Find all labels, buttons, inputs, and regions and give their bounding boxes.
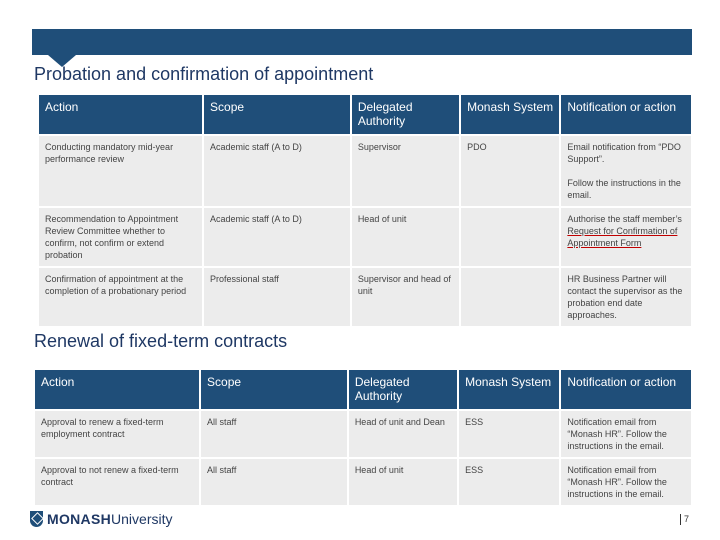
- table-row: [39, 208, 691, 266]
- cell-system: [461, 268, 559, 326]
- cell-notification: [561, 208, 691, 266]
- col-header-authority: Delegated Authority: [349, 370, 457, 409]
- monash-crest-icon: [30, 511, 43, 527]
- cell-scope: All staff: [201, 411, 347, 457]
- cell-scope: All staff: [201, 459, 347, 505]
- table-row: [39, 268, 691, 326]
- notification-text: Email notification from “PDO Support”.: [567, 142, 681, 164]
- table-row: [39, 136, 691, 206]
- cell-scope: Professional staff: [204, 268, 350, 326]
- cell-notification: Notification email from “Monash HR”. Follow the instructions in the email.: [561, 459, 691, 505]
- notification-text: Follow the instructions in the email.: [567, 178, 681, 200]
- table-header-row: [39, 95, 691, 134]
- col-header-action: Action: [35, 370, 199, 409]
- cell-action: Approval to renew a fixed-term employment contract: [35, 411, 199, 457]
- notification-text: Authorise the staff member’s: [567, 214, 682, 224]
- cell-notification: Notification email from “Monash HR”. Follow the instructions in the email.: [561, 411, 691, 457]
- cell-scope: Academic staff (A to D): [204, 208, 350, 266]
- cell-system: PDO: [461, 136, 559, 206]
- logo-wordmark-bold: MONASH: [47, 511, 112, 527]
- title-banner: [32, 29, 692, 55]
- cell-notification: HR Business Partner will contact the supervisor as the probation end date approaches.: [561, 268, 691, 326]
- confirmation-form-link[interactable]: Request for Confirmation of Appointment Form: [567, 226, 678, 248]
- cell-action: Approval to not renew a fixed-term contract: [35, 459, 199, 505]
- probation-table: [37, 93, 693, 328]
- cell-action: Confirmation of appointment at the completion of a probationary period: [39, 268, 202, 326]
- col-header-action: Action: [39, 95, 202, 134]
- cell-system: ESS: [459, 459, 559, 505]
- col-header-system: Monash System: [461, 95, 559, 134]
- logo-wordmark-light: University: [111, 511, 173, 527]
- table-row: [35, 459, 691, 505]
- cell-authority: Head of unit: [352, 208, 459, 266]
- cell-notification: [561, 136, 691, 206]
- cell-authority: Head of unit and Dean: [349, 411, 457, 457]
- monash-logo: [30, 510, 173, 528]
- cell-authority: Supervisor and head of unit: [352, 268, 459, 326]
- cell-scope: Academic staff (A to D): [204, 136, 350, 206]
- col-header-notification: Notification or action: [561, 95, 691, 134]
- cell-action: Conducting mandatory mid-year performance review: [39, 136, 202, 206]
- table-row: [35, 411, 691, 457]
- cell-authority: Head of unit: [349, 459, 457, 505]
- section-title-renewal: Renewal of fixed-term contracts: [34, 331, 288, 351]
- cell-system: ESS: [459, 411, 559, 457]
- table-header-row: [35, 370, 691, 409]
- page-number: 7: [680, 514, 689, 525]
- renewal-table: [33, 368, 693, 507]
- col-header-system: Monash System: [459, 370, 559, 409]
- cell-system: [461, 208, 559, 266]
- col-header-notification: Notification or action: [561, 370, 691, 409]
- cell-authority: Supervisor: [352, 136, 459, 206]
- section-title-probation: Probation and confirmation of appointment: [34, 64, 374, 84]
- col-header-scope: Scope: [204, 95, 350, 134]
- cell-action: Recommendation to Appointment Review Committee whether to confirm, not confirm or extend probation: [39, 208, 202, 266]
- col-header-authority: Delegated Authority: [352, 95, 459, 134]
- col-header-scope: Scope: [201, 370, 347, 409]
